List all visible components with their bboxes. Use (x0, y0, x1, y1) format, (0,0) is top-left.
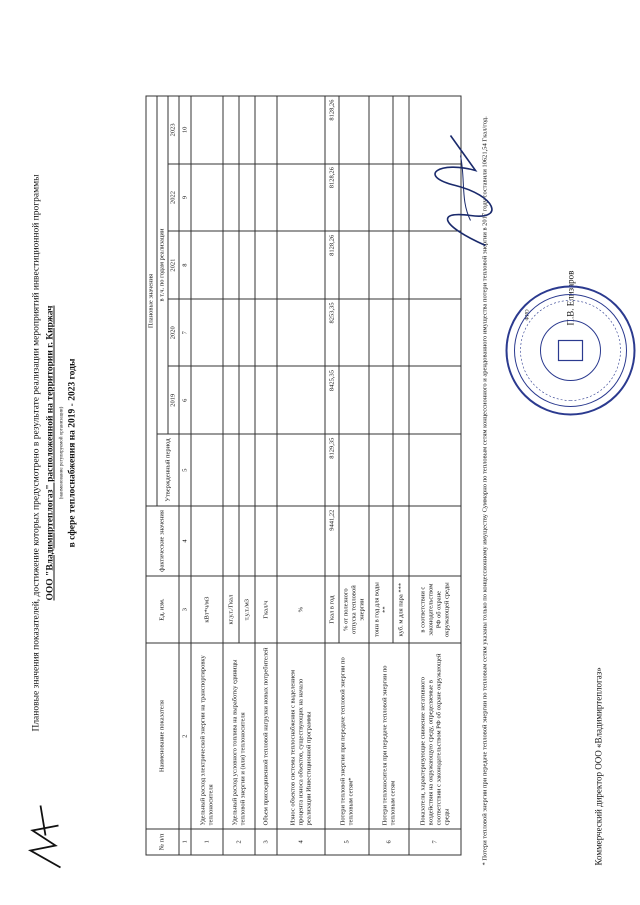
row-num: 5 (325, 828, 369, 854)
col-header-approved: Утвержденный период (157, 434, 179, 506)
footnote: * Потери тепловой энергии при передаче тепловой энергии по тепловым сетям указаны только по концессионному имуществу Суммарно по тепловым сетям концессионного и арендованного имущества потери тепловой энергии в 2017 году составили 10621,54 Гкал/год. (481, 115, 488, 865)
index-cell: 5 (179, 434, 191, 506)
row-unit: тонн в год для воды ** (369, 575, 393, 643)
row-name: Показатели, характеризующие снижение негативного воздействия на окружающую среду, определяемые в соответствии с законодательством РФ об охране окружающей среды (409, 643, 461, 828)
row-unit: куб. м для пара *** (393, 575, 409, 643)
column-index-row (179, 96, 191, 855)
row-num: 3 (255, 828, 277, 854)
col-header-num: № п/п (146, 828, 179, 854)
col-header-year: 2019 (168, 366, 179, 434)
row-unit: кг.у.т./Гкал (223, 575, 239, 643)
row-actual: 9441,22 (325, 506, 339, 576)
col-header-actual: фактические значения (146, 506, 179, 576)
signature-icon (430, 125, 500, 255)
row-approved (191, 434, 223, 506)
row-unit: % (277, 575, 325, 643)
index-cell: 8 (179, 231, 191, 299)
row-unit: Гкал в год (325, 575, 339, 643)
index-cell: 1 (179, 828, 191, 854)
index-cell: 2 (179, 643, 191, 828)
table-row (325, 96, 339, 855)
row-approved: 8129,35 (325, 434, 339, 506)
col-header-by-years: в т.ч. по годам реализации (157, 96, 168, 434)
table-row (255, 96, 277, 855)
index-cell: 6 (179, 366, 191, 434)
header-caption: (наименование регулируемой организации) (59, 406, 64, 499)
col-header-name: Наименование показателя (146, 643, 179, 828)
row-unit: % от полезного отпуска тепловой энергии (339, 575, 369, 643)
row-num: 2 (223, 828, 255, 854)
header-title: Плановые значения показателей, достижение которых предусмотрено в результате реализации мероприятий инвестиционной программы (31, 173, 41, 732)
row-name: Потери теплоносителя при передаче тепловой энергии по тепловым сетям (369, 643, 409, 828)
row-num: 7 (409, 828, 461, 854)
header-organization: ООО "Владимиртеплогаз" расположенной на территории г. Киржач (45, 305, 55, 600)
row-name: Удельный расход электрической энергии на транспортировку теплоносителя (191, 643, 223, 828)
table-row (223, 96, 239, 855)
initials-icon (20, 795, 70, 875)
col-header-planned: Плановые значения (146, 96, 157, 506)
row-year-value: 8128,26 (325, 96, 339, 164)
row-num: 6 (369, 828, 409, 854)
row-name: Износ объектов системы теплоснабжения с выделением процента износа объектов, существующих на начало реализации Инвестиционной программы (277, 643, 325, 828)
col-header-unit: Ед. изм. (146, 575, 179, 643)
header-period: в сфере теплоснабжения на 2019 - 2023 годы (67, 358, 77, 547)
row-actual (191, 506, 223, 576)
row-year-value: 8425,35 (325, 366, 339, 434)
index-cell: 7 (179, 298, 191, 366)
col-header-year: 2020 (168, 298, 179, 366)
index-cell: 4 (179, 506, 191, 576)
col-header-year: 2021 (168, 231, 179, 299)
table-row (191, 96, 223, 855)
row-year-value: 8253,35 (325, 298, 339, 366)
table-row (369, 96, 393, 855)
row-name: Потери тепловой энергии при передаче тепловой энергии по тепловым сетям* (325, 643, 369, 828)
row-num: 1 (191, 828, 223, 854)
row-unit: в соответствии с законодательством РФ об охране окружающей среды (409, 575, 461, 643)
row-unit: т.у.т./м3 (239, 575, 255, 643)
fio-label: ФИО (525, 308, 530, 320)
row-year-value: 8128,26 (325, 163, 339, 231)
signatory-name: П.В. Елизаров (565, 270, 575, 325)
col-header-year: 2023 (168, 96, 179, 164)
index-cell: 10 (179, 96, 191, 164)
index-cell: 9 (179, 163, 191, 231)
index-cell: 3 (179, 575, 191, 643)
col-header-year: 2022 (168, 163, 179, 231)
row-unit: кВт*ч/м3 (191, 575, 223, 643)
table-row (277, 96, 325, 855)
document-page (10, 10, 630, 895)
indicators-table (145, 95, 461, 855)
organization-seal-icon (500, 280, 640, 420)
row-name: Удельный расход условного топлива на выработку единицы тепловой энергии и (или) теплоносителя (223, 643, 255, 828)
row-unit: Гкал/ч (255, 575, 277, 643)
signatory-role: Коммерческий директор ООО «Владимиртеплогаз» (593, 666, 603, 865)
row-name: Объем присоединенной тепловой нагрузки новых потребителей (255, 643, 277, 828)
row-num: 4 (277, 828, 325, 854)
row-year-value: 8128,26 (325, 231, 339, 299)
